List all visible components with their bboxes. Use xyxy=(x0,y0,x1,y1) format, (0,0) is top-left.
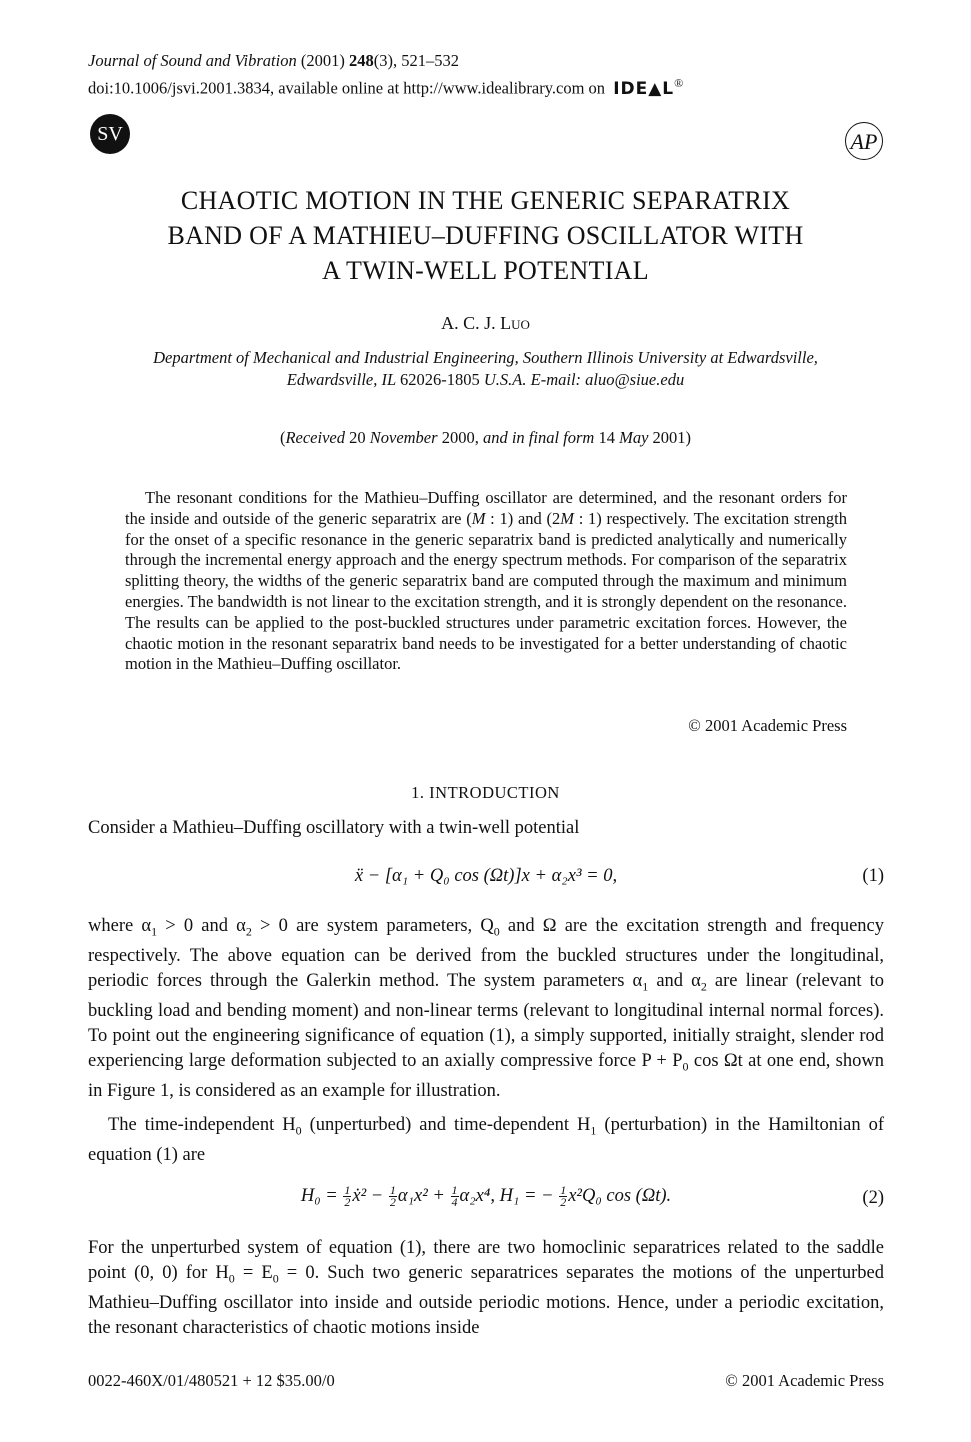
abstract-text-c: : 1) respectively. The excitation strength for the onset of a specific resonance in the generic separatrix band is predicted analytically and numerically through the incremental energy approach and the energy spectrum methods. For comparison of the separatrix splitting theory, the widths of the generic separatrix band are computed through the maximum and minimum energies. The bandwidth is not linear to the excitation strength, and it is strongly dependent on the resonance. The results can be applied to the post-buckled structures under parametric excitation forces. However, the chaotic motion in the resonant separatrix band needs to be investigated for a better understanding of chaotic motion in the Mathieu–Duffing oscillator. xyxy=(125,508,847,674)
received-dates xyxy=(0,428,971,448)
frac-num: 1 xyxy=(560,1183,567,1197)
journal-year: (2001) xyxy=(300,51,345,70)
sub-2a: 2 xyxy=(245,924,252,939)
section-heading: 1. INTRODUCTION xyxy=(411,783,560,802)
footer-code: 0022-460X/01/480521 + 12 $35.00/0 xyxy=(88,1371,335,1390)
footer-copyright: © 2001 Academic Press xyxy=(725,1371,884,1390)
received-day: 20 xyxy=(349,428,366,447)
received-year: 2000, xyxy=(441,428,479,447)
affiliation xyxy=(90,347,881,391)
fraction-quarter xyxy=(451,1185,459,1208)
sub-1b: 1 xyxy=(642,979,649,994)
sub-2b: 2 xyxy=(700,979,707,994)
sub-1a: 1 xyxy=(151,924,158,939)
fraction-half-2 xyxy=(389,1185,397,1208)
p2-d: and Ω are the excitation strength and frequency respectively. The above equation can be derived from the buckled structures under the longitudinal, periodic forces through the Galerkin method. The system parameters α xyxy=(88,916,885,992)
ideal-logo: IDE▲L xyxy=(613,78,675,99)
affiliation-city: Edwardsville, IL xyxy=(286,370,396,389)
journal-name: Journal of Sound and Vibration xyxy=(88,51,297,70)
p3-c: (perturbation) in the Hamiltonian of equation (1) are xyxy=(88,1115,885,1166)
fraction-half-3 xyxy=(559,1185,567,1208)
journal-issue-pages: (3), 521–532 xyxy=(373,51,459,70)
fraction-half-1 xyxy=(343,1185,351,1208)
received-month: November xyxy=(369,428,438,447)
abstract-text-a: The resonant conditions for the Mathieu–Duffing oscillator are determined, and the resonant orders for the inside and outside of the generic separatrix are ( xyxy=(125,488,847,528)
final-month: May xyxy=(619,428,649,447)
sub-0a: 0 xyxy=(493,924,500,939)
ap-logo: AP xyxy=(845,122,883,160)
p4-a: For the unperturbed system of equation (1), there are two homoclinic separatrices related to the saddle point (0, 0) for H xyxy=(88,1238,884,1283)
sub-1c: 1 xyxy=(590,1123,597,1138)
abstract-m2: M xyxy=(560,508,574,528)
author-surname: uo xyxy=(511,313,530,333)
p2-b: > 0 and α xyxy=(157,916,246,936)
p4-c: = 0. Such two generic separatrices separates the motions of the unperturbed Mathieu–Duffing oscillator into inside and outside periodic motions. Hence, under a periodic excitation, the resonant characteristics of chaotic motions inside xyxy=(88,1262,884,1338)
author xyxy=(0,313,971,334)
p3-a: The time-independent H xyxy=(108,1115,296,1135)
equation-2 xyxy=(88,1185,884,1208)
eq2-h0: H₀ = xyxy=(300,1185,338,1206)
abstract-copyright: © 2001 Academic Press xyxy=(688,716,847,735)
frac-num: 1 xyxy=(451,1183,458,1197)
paragraph-3 xyxy=(88,1113,884,1168)
received-paren: ( xyxy=(279,428,286,447)
affiliation-line-1: Department of Mechanical and Industrial Engineering, Southern Illinois University at Edwardsville, xyxy=(153,348,818,367)
p2-a: where α xyxy=(88,916,152,936)
frac-den: 2 xyxy=(560,1195,567,1209)
eq2-t1: ẋ² − xyxy=(352,1185,384,1206)
doi-line xyxy=(88,72,683,100)
doi-text: doi:10.1006/jsvi.2001.3834, available online at http://www.idealibrary.com on xyxy=(88,78,606,98)
author-initials: A. C. J. L xyxy=(441,313,512,333)
frac-den: 2 xyxy=(389,1195,396,1209)
frac-num: 1 xyxy=(344,1183,351,1197)
abstract-text-b: : 1) and (2 xyxy=(485,508,561,528)
abstract xyxy=(125,488,847,675)
affiliation-zip: 62026-1805 xyxy=(400,370,480,389)
equation-1-number: (1) xyxy=(862,866,884,886)
paper-title xyxy=(80,183,891,288)
equation-2-number: (2) xyxy=(862,1188,884,1208)
affiliation-line-2 xyxy=(90,369,881,391)
eq2-t3: α₂x⁴, H₁ = − xyxy=(459,1185,554,1206)
journal-citation xyxy=(88,50,459,72)
equation-1: ẍ − [α₁ + Q₀ cos (Ωt)]x + α₂x³ = 0, xyxy=(354,866,618,886)
final-day: 14 xyxy=(598,428,615,447)
title-line-2: BAND OF A MATHIEU–DUFFING OSCILLATOR WITH xyxy=(167,221,804,250)
received-label: Received xyxy=(285,428,345,447)
final-year: 2001) xyxy=(652,428,692,447)
affiliation-email: aluo@siue.edu xyxy=(585,370,685,389)
paragraph-1: Consider a Mathieu–Duffing oscillatory with a twin-well potential xyxy=(88,818,580,838)
final-form-label: and in final form xyxy=(482,428,595,447)
eq2-t2: α₁x² + xyxy=(397,1185,445,1206)
paragraph-2 xyxy=(88,914,884,1104)
eq2-t4: x²Q₀ cos (Ωt). xyxy=(568,1185,672,1206)
sub-0e: 0 xyxy=(272,1271,279,1286)
abstract-m1: M xyxy=(471,508,486,528)
frac-num: 1 xyxy=(389,1183,396,1197)
p2-e: and α xyxy=(648,971,701,992)
p2-f: are linear (relevant to buckling load and bending moment) and non-linear terms (relevant to longitudinal internal normal forces). To point out the engineering significance of equation (1), a simply supported, initially straight, slender rod experiencing large deformation subjected to an axially compressive force P + P xyxy=(88,971,885,1071)
title-line-3: A TWIN-WELL POTENTIAL xyxy=(322,256,649,285)
p4-b: = E xyxy=(234,1262,273,1283)
sv-logo: SV xyxy=(90,114,130,154)
p2-g: cos Ωt at one end, shown in Figure 1, is considered as an example for illustration. xyxy=(88,1050,884,1102)
sub-0b: 0 xyxy=(682,1059,689,1074)
p3-b: (unperturbed) and time-dependent H xyxy=(301,1115,591,1135)
journal-volume: 248 xyxy=(348,51,374,70)
frac-den: 4 xyxy=(451,1195,458,1209)
p2-c: > 0 are system parameters, Q xyxy=(251,916,494,936)
frac-den: 2 xyxy=(344,1195,351,1209)
sub-0c: 0 xyxy=(295,1123,302,1138)
registered-mark: ® xyxy=(674,76,684,90)
affiliation-country: U.S.A. E-mail: xyxy=(483,370,582,389)
sub-0d: 0 xyxy=(228,1271,235,1286)
paragraph-4 xyxy=(88,1236,884,1341)
title-line-1: CHAOTIC MOTION IN THE GENERIC SEPARATRIX xyxy=(180,186,791,215)
